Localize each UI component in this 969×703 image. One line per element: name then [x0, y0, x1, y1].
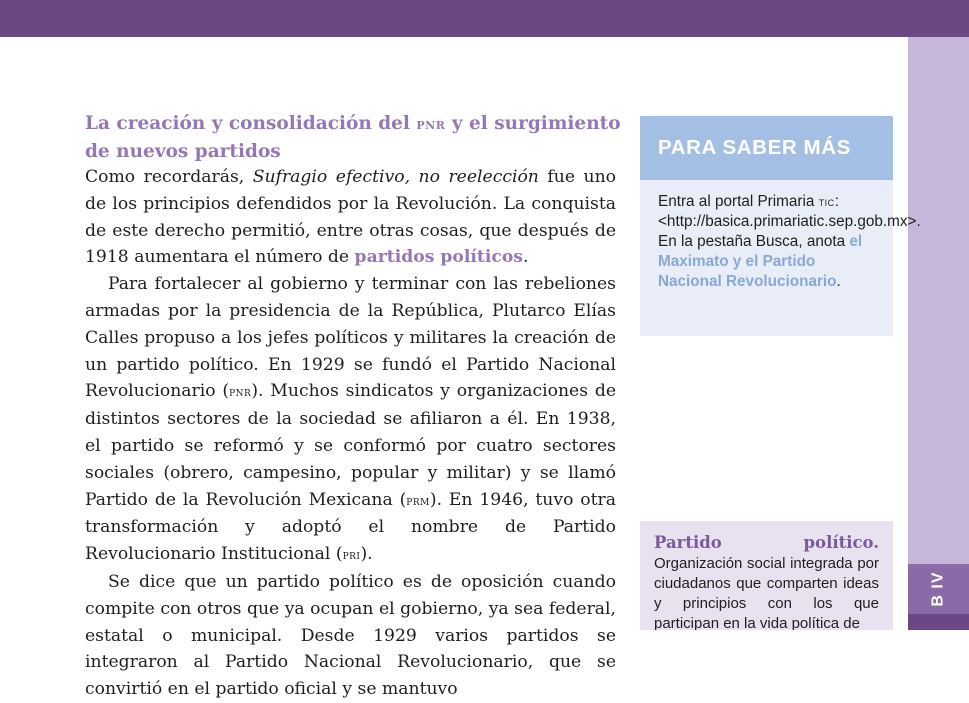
- paragraph-3: Se dice que un partido político es de oposición cuando compite con otros que ya ocupan el gobierno, ya sea federal, estatal o municipal. Desde 1929 varios partidos se integraron al Partido Nacional Revolucionario, que se convirtió en el partido oficial y se mantuvo: [85, 571, 616, 700]
- abbreviation: prm: [406, 492, 430, 509]
- paragraph-1-text: fue uno de los principios defendidos por la Revolución. La conquista de este derecho permitió, entre otras cosas, que después de 1918 aumentara el número de: [85, 167, 616, 268]
- paragraph-1-text: .: [522, 247, 529, 268]
- heading-abbreviation: pnr: [416, 115, 446, 133]
- glossary-box: [640, 521, 893, 630]
- heading-text-start: La creación y consolidación del: [85, 113, 417, 134]
- info-box-text: Entra al portal Primaria: [658, 193, 819, 210]
- section-heading: [85, 110, 625, 165]
- info-box-title: PARA SABER MÁS: [658, 136, 851, 159]
- block-tab: [908, 564, 969, 614]
- abbreviation: pnr: [229, 384, 252, 401]
- info-box-header: [640, 116, 893, 180]
- paragraph-2-text: ).: [360, 544, 373, 565]
- info-box-body: [640, 180, 921, 336]
- paragraph-2-text: ). Muchos sindicatos y organizaciones de distintos sectores de la sociedad se afiliaron a él. En 1938, el partido se reformó y se conformó por cuatro sectores sociales (obrero, campesino, popular y militar) y se llamó Partido de la Revolución Mexicana (: [85, 381, 616, 510]
- top-banner: [0, 0, 969, 37]
- block-tab-base: [908, 614, 969, 630]
- heading-text-end: y el surgimiento de nuevos partidos: [85, 113, 621, 162]
- search-terms: el Maximato y el Partido Nacional Revolucionario: [658, 233, 863, 290]
- side-margin-strip: [908, 37, 969, 630]
- paragraph-1: [85, 164, 616, 271]
- glossary-definition: Organización social integrada por ciudadanos que comparten ideas y principios con los que participan en la vida política de: [654, 555, 879, 630]
- paragraph-2-text: ). En 1946, tuvo otra transformación y adoptó el nombre de Partido Revolucionario Institucional (: [85, 489, 616, 565]
- paragraph-1-text: Como recordarás,: [85, 167, 253, 187]
- tic-abbreviation: tic: [818, 194, 835, 209]
- paragraph-2-text: Para fortalecer al gobierno y terminar con las rebeliones armadas por la presidencia de la República, Plutarco Elías Calles propuso a los jefes políticos y militares la creación de un partido político. En 1929 se fundó el Partido Nacional Revolucionario (: [85, 274, 616, 402]
- glossary-term-link[interactable]: partidos políticos: [354, 247, 523, 268]
- info-box-text: .: [836, 273, 841, 290]
- main-text: [85, 164, 616, 703]
- info-box-text: : <http://basica.primariatic.sep.gob.mx>. En la pestaña Busca, anota: [658, 193, 921, 250]
- paragraph-2: [85, 271, 616, 569]
- glossary-term: Partido político.: [654, 533, 879, 552]
- abbreviation: pri: [342, 547, 361, 564]
- motto: Sufragio efectivo, no reelección: [252, 167, 539, 187]
- block-label: B IV: [929, 571, 947, 607]
